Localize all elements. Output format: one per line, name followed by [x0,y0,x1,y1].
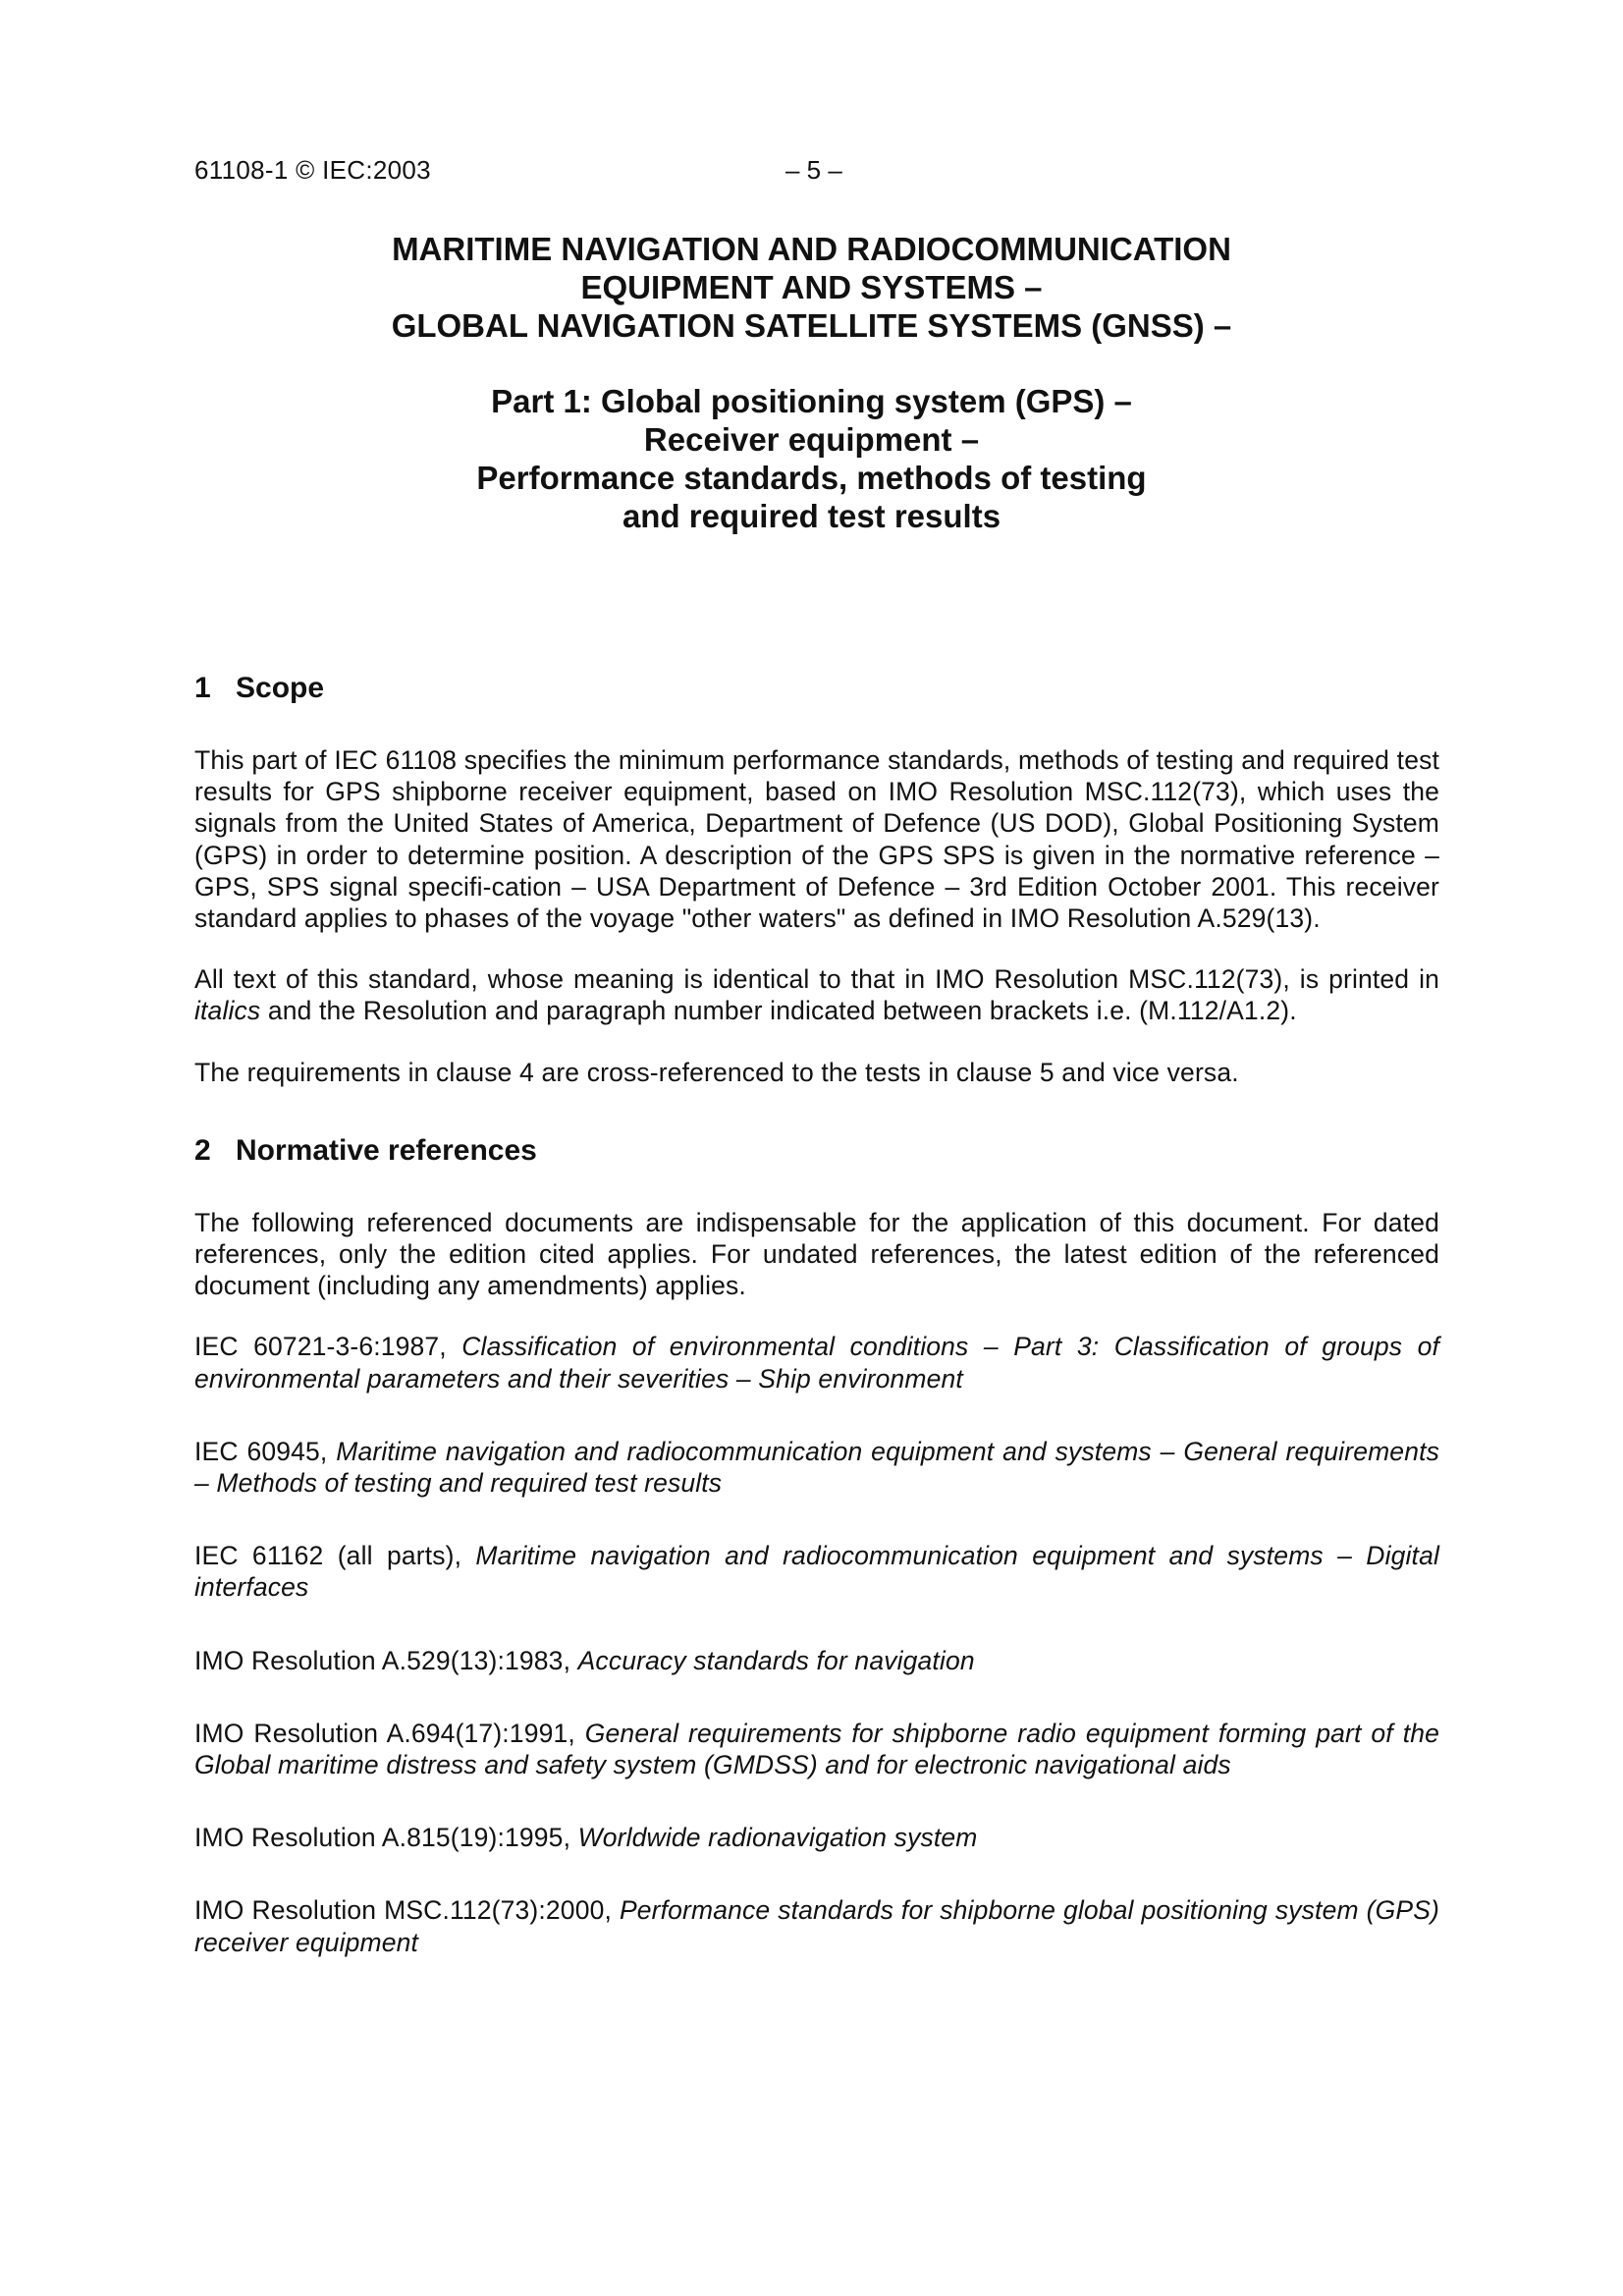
reference-item [194,1540,1439,1603]
reference-title: General requirements for shipborne radio equipment forming part of the Global maritime distress and safety system (GMDSS) and for electronic navigational aids [194,1718,1439,1780]
reference-item [194,1331,1439,1394]
main-title-line: EQUIPMENT AND SYSTEMS – [580,269,1043,305]
reference-title: Performance standards for shipborne global positioning system (GPS) receiver equipment [194,1895,1439,1957]
reference-id: IEC 60721-3-6:1987, [194,1332,462,1362]
document-body [194,670,1439,1999]
reference-title: Worldwide radionavigation system [577,1823,978,1853]
paragraph-text: and the Resolution and paragraph number indicated between brackets i.e. (M.112/A1.2). [260,996,1297,1026]
reference-id: IEC 60945, [194,1436,337,1466]
section-number: 2 [194,1133,211,1167]
reference-id: IEC 61162 (all parts), [194,1541,476,1571]
main-title [0,230,1623,345]
section-title: Scope [236,672,325,704]
scope-paragraph: This part of IEC 61108 specifies the minimum performance standards, methods of testing and required test results for GPS shipborne receiver equipment, based on IMO Resolution MSC.112(73), which uses the signals from the United States of America, Department of Defence (US DOD), Global Positioning System (GPS) in order to determine position. A description of the GPS SPS is given in the normative reference – GPS, SPS signal specifi-cation – USA Department of Defence – 3rd Edition October 2001. This receiver standard applies to phases of the voyage "other waters" as defined in IMO Resolution A.529(13). [194,745,1439,934]
reference-item [194,1436,1439,1499]
section-normative-references [194,1132,1439,1958]
section-number: 1 [194,672,211,704]
italic-word: italics [194,996,261,1026]
section-heading [194,670,1439,707]
sub-title-line: and required test results [622,498,1001,534]
page-number: – 5 – [785,155,842,185]
reference-title: Classification of environmental conditions – Part 3: Classification of groups of environmental parameters and their severities – Ship environment [194,1332,1439,1394]
reference-title: Maritime navigation and radiocommunication equipment and systems – General requirements – Methods of testing and required test results [194,1436,1439,1499]
reference-id: IMO Resolution A.815(19):1995, [194,1823,578,1853]
section-heading [194,1132,1439,1170]
sub-title [0,382,1623,535]
title-block [0,230,1623,534]
section-title: Normative references [236,1133,537,1167]
reference-title: Accuracy standards for navigation [577,1645,975,1675]
reference-item [194,1822,1439,1853]
reference-id: IMO Resolution MSC.112(73):2000, [194,1895,620,1926]
italics-note-paragraph [194,963,1439,1026]
document-reference: 61108-1 © IEC:2003 [194,155,431,185]
main-title-line: MARITIME NAVIGATION AND RADIOCOMMUNICATION [392,231,1231,267]
reference-item [194,1645,1439,1676]
reference-id: IMO Resolution A.694(17):1991, [194,1718,585,1748]
cross-reference-paragraph: The requirements in clause 4 are cross-referenced to the tests in clause 5 and vice versa. [194,1057,1239,1087]
sub-title-line: Part 1: Global positioning system (GPS) – [491,383,1132,419]
reference-item [194,1718,1439,1780]
reference-id: IMO Resolution A.529(13):1983, [194,1645,578,1675]
reference-title: Maritime navigation and radiocommunication equipment and systems – Digital interfaces [194,1541,1439,1603]
sub-title-line: Receiver equipment – [643,421,980,458]
section-scope [194,670,1439,1088]
main-title-line: GLOBAL NAVIGATION SATELLITE SYSTEMS (GNSS) – [391,307,1232,344]
reference-item [194,1894,1439,1957]
paragraph-text: All text of this standard, whose meaning is identical to that in IMO Resolution MSC.112(73), is printed in [194,964,1439,995]
sub-title-line: Performance standards, methods of testing [476,460,1147,496]
references-intro: The following referenced documents are indispensable for the application of this document. For dated references, only the edition cited applies. For undated references, the latest edition of the referenced document (including any amendments) applies. [194,1207,1439,1301]
